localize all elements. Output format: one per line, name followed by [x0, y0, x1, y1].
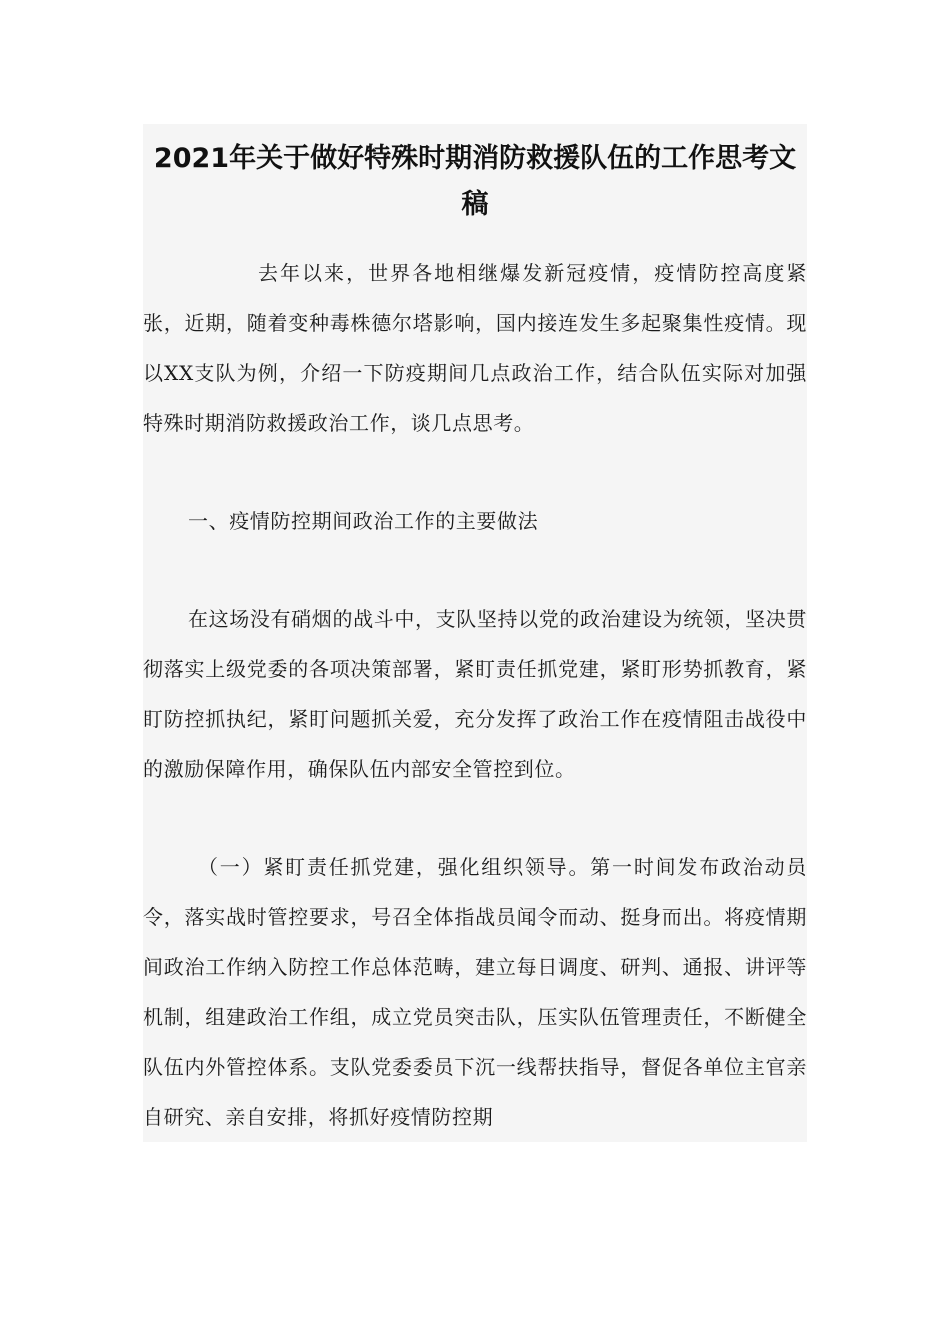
intro-paragraph: 去年以来，世界各地相继爆发新冠疫情，疫情防控高度紧张，近期，随着变种毒株德尔塔影响，国内接连发生多起聚集性疫情。现以XX支队为例，介绍一下防疫期间几点政治工作，结合队伍实际对加强特殊时期消防救援政治工作，谈几点思考。 — [143, 261, 807, 435]
body-paragraph: 在这场没有硝烟的战斗中，支队坚持以党的政治建设为统领，坚决贯彻落实上级党委的各项决策部署，紧盯责任抓党建，紧盯形势抓教育，紧盯防控抓执纪，紧盯问题抓关爱，充分发挥了政治工作在疫情阻击战役中的激励保障作用，确保队伍内部安全管控到位。 — [143, 607, 807, 781]
section-heading: 一、疫情防控期间政治工作的主要做法 — [188, 509, 539, 533]
subsection-paragraph: （一）紧盯责任抓党建，强化组织领导。第一时间发布政治动员令，落实战时管控要求，号召全体指战员闻令而动、挺身而出。将疫情期间政治工作纳入防控工作总体范畴，建立每日调度、研判、通报、讲评等机制，组建政治工作组，成立党员突击队，压实队伍管理责任，不断健全队伍内外管控体系。支队党委委员下沉一线帮扶指导，督促各单位主官亲自研究、亲自安排，将抓好疫情防控期 — [143, 855, 807, 1129]
document-title: 2021年关于做好特殊时期消防救援队伍的工作思考文稿 — [153, 143, 797, 220]
document-body — [143, 124, 807, 1142]
